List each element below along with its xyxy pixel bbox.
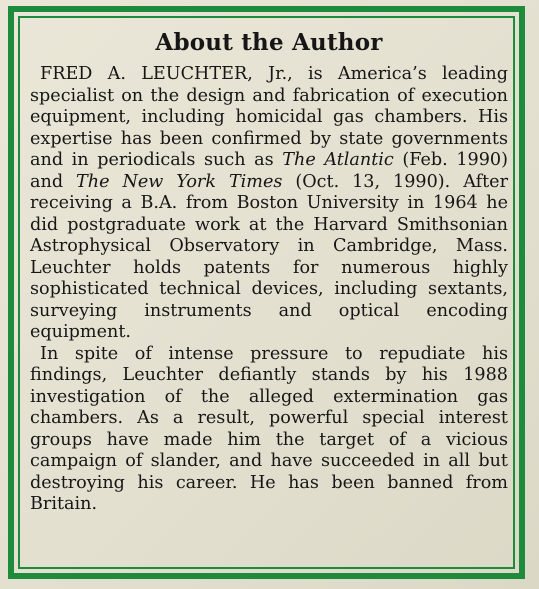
bio-text-3: (Oct. 13, 1990). After receiving a B.A. from Boston University in 1964 he did postgraduate work at the Harvard Smithsonian Astrophysical Observatory in Cambridge, Mass. Leuchter holds patents for numerous highly sophisticated technical devices, including sextants, surveying instruments and optical encoding equipment. bbox=[30, 171, 509, 342]
about-author-box bbox=[30, 28, 508, 516]
bio-text-2: (Feb. 1990) and bbox=[30, 150, 508, 192]
bio-paragraph bbox=[30, 64, 508, 344]
publication-nyt: The New York Times bbox=[76, 171, 283, 192]
findings-paragraph: In spite of intense pressure to repudiate his findings, Leuchter defiantly stands by his 1988 investigation of the alleged extermination gas chambers. As a result, powerful special interest groups have made him the target of a vicious campaign of slander, and have succeeded in all but destroying his career. He has been banned from Britain. bbox=[30, 343, 508, 514]
section-title: About the Author bbox=[155, 29, 383, 56]
bio-text-1: FRED A. LEUCHTER, Jr., is America’s leading specialist on the design and fabrication of execution equipment, including homicidal gas chambers. His expertise has been confirmed by state governments and in periodicals such as bbox=[30, 64, 508, 170]
publication-atlantic: The Atlantic bbox=[282, 150, 394, 170]
